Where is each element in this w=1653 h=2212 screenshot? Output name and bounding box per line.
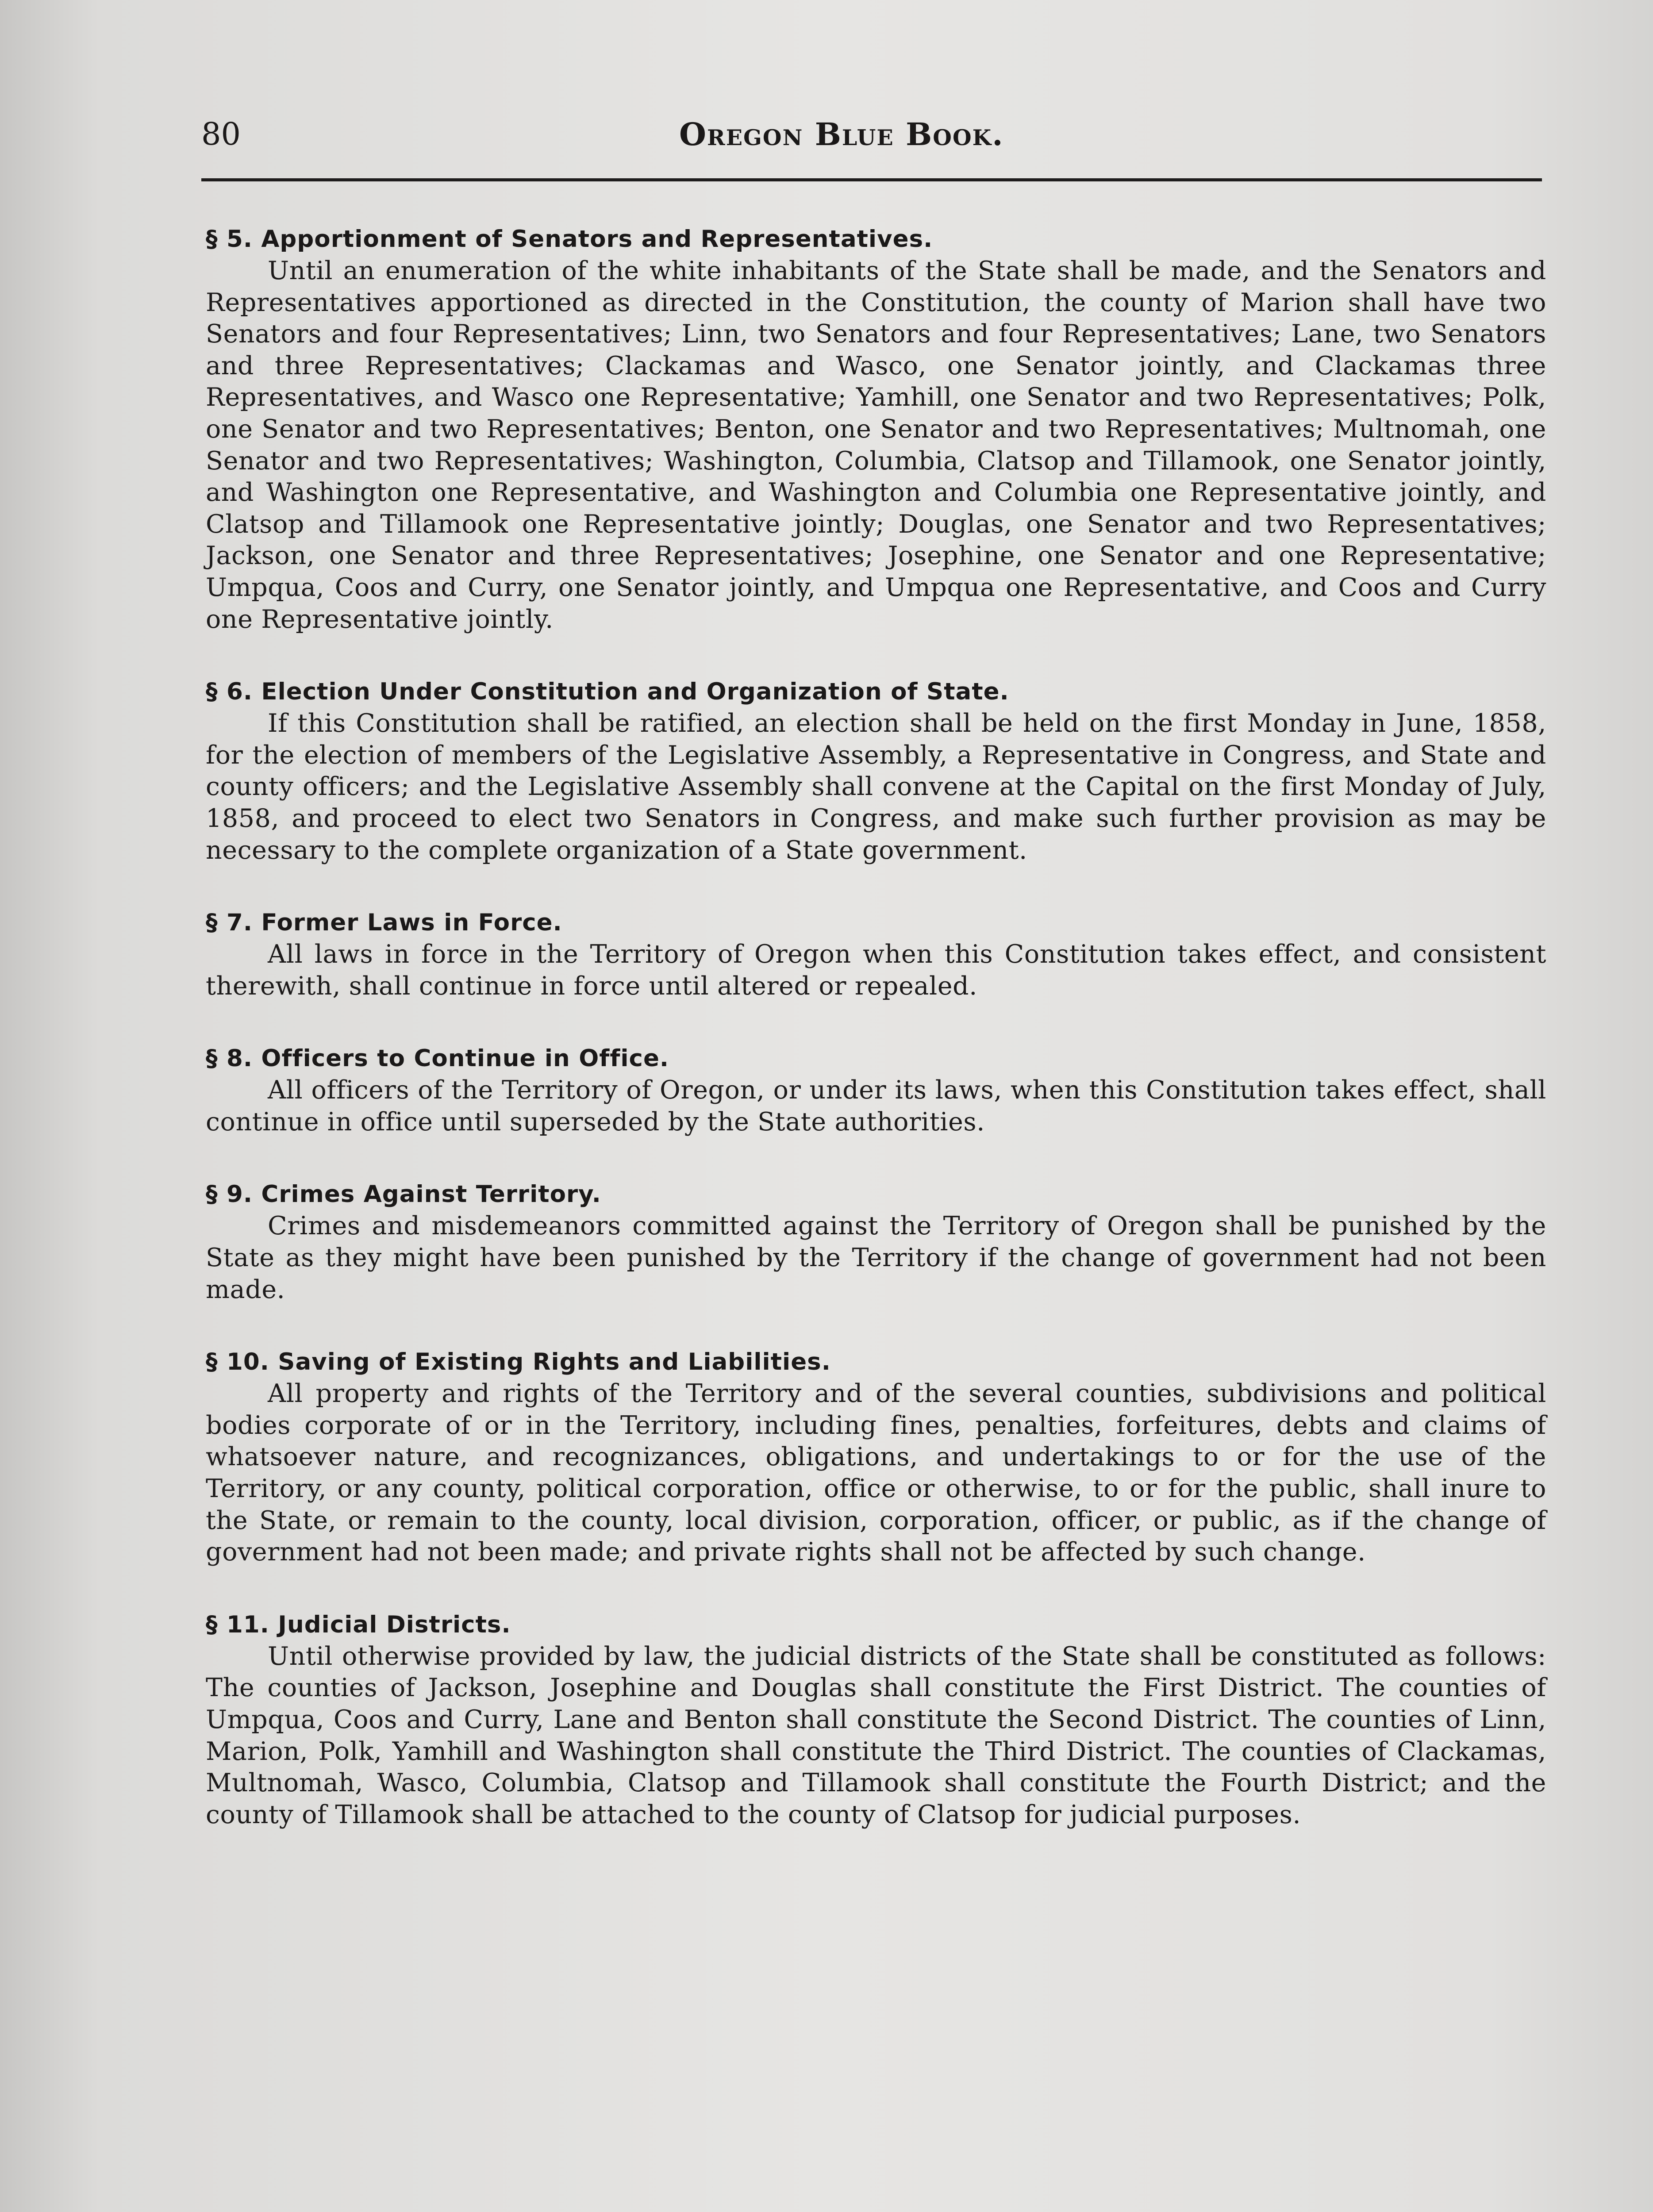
running-title: Oregon Blue Book.	[679, 116, 1004, 153]
section-heading: § 5. Apportionment of Senators and Representatives.	[206, 226, 933, 253]
section-body: All laws in force in the Territory of Oregon when this Constitution takes effect, and consistent therewith, shall continue in force until altered or repealed.	[206, 940, 1546, 1001]
section-7	[206, 907, 1546, 1002]
section-heading: § 7. Former Laws in Force.	[206, 909, 562, 937]
section-body: All property and rights of the Territory and of the several counties, subdivisions and political bodies corporate of or in the Territory, including fines, penalties, forfeitures, debts and claims of whatsoever nature, and recognizances, obligations, and undertakings to or for the use of the Territory, or any county, political corporation, office or otherwise, to or for the public, shall inure to the State, or remain to the county, local division, corporation, officer, or public, as if the change of government had not been made; and private rights shall not be affected by such change.	[206, 1379, 1546, 1567]
page-number: 80	[201, 116, 241, 152]
section-8	[206, 1043, 1546, 1138]
section-heading: § 10. Saving of Existing Rights and Liabilities.	[206, 1348, 831, 1376]
page-content	[206, 223, 1546, 1871]
section-body: All officers of the Territory of Oregon, or under its laws, when this Constitution takes effect, shall continue in office until superseded by the State authorities.	[206, 1075, 1546, 1137]
section-5	[206, 223, 1546, 635]
section-body: Until otherwise provided by law, the judicial districts of the State shall be constituted as follows: The counties of Jackson, Josephine and Douglas shall constitute the First District. The counties of Umpqua, Coos and Curry, Lane and Benton shall constitute the Second District. The counties of Linn, Marion, Polk, Yamhill and Washington shall constitute the Third District. The counties of Clackamas, Multnomah, Wasco, Columbia, Clatsop and Tillamook shall constitute the Fourth District; and the county of Tillamook shall be attached to the county of Clatsop for judicial purposes.	[206, 1641, 1546, 1829]
section-11	[206, 1609, 1546, 1831]
section-body: Until an enumeration of the white inhabitants of the State shall be made, and the Senators and Representatives apportioned as directed in the Constitution, the county of Marion shall have two Senators and four Representatives; Linn, two Senators and four Representatives; Lane, two Senators and three Representatives; Clackamas and Wasco, one Senator jointly, and Clackamas three Representatives, and Wasco one Representative; Yamhill, one Senator and two Representatives; Polk, one Senator and two Representatives; Benton, one Senator and two Representatives; Multnomah, one Senator and two Representatives; Washington, Columbia, Clatsop and Tillamook, one Senator jointly, and Washington one Representative, and Washington and Columbia one Representative jointly, and Clatsop and Tillamook one Representative jointly; Douglas, one Senator and two Representatives; Jackson, one Senator and three Representatives; Josephine, one Senator and one Representative; Umpqua, Coos and Curry, one Senator jointly, and Umpqua one Representative, and Coos and Curry one Representative jointly.	[206, 256, 1546, 634]
page-header	[201, 116, 1542, 165]
section-9	[206, 1179, 1546, 1306]
section-6	[206, 676, 1546, 866]
section-heading: § 9. Crimes Against Territory.	[206, 1181, 601, 1208]
section-heading: § 8. Officers to Continue in Office.	[206, 1045, 669, 1072]
section-heading: § 11. Judicial Districts.	[206, 1611, 511, 1638]
header-rule	[201, 178, 1542, 181]
section-heading: § 6. Election Under Constitution and Organization of State.	[206, 678, 1009, 706]
section-body: Crimes and misdemeanors committed against the Territory of Oregon shall be punished by the State as they might have been punished by the Territory if the change of government had not been made.	[206, 1211, 1546, 1304]
section-10	[206, 1346, 1546, 1568]
section-body: If this Constitution shall be ratified, an election shall be held on the first Monday in June, 1858, for the election of members of the Legislative Assembly, a Representative in Congress, and State and county officers; and the Legislative Assembly shall convene at the Capital on the first Monday of July, 1858, and proceed to elect two Senators in Congress, and make such further provision as may be necessary to the complete organization of a State government.	[206, 709, 1546, 865]
